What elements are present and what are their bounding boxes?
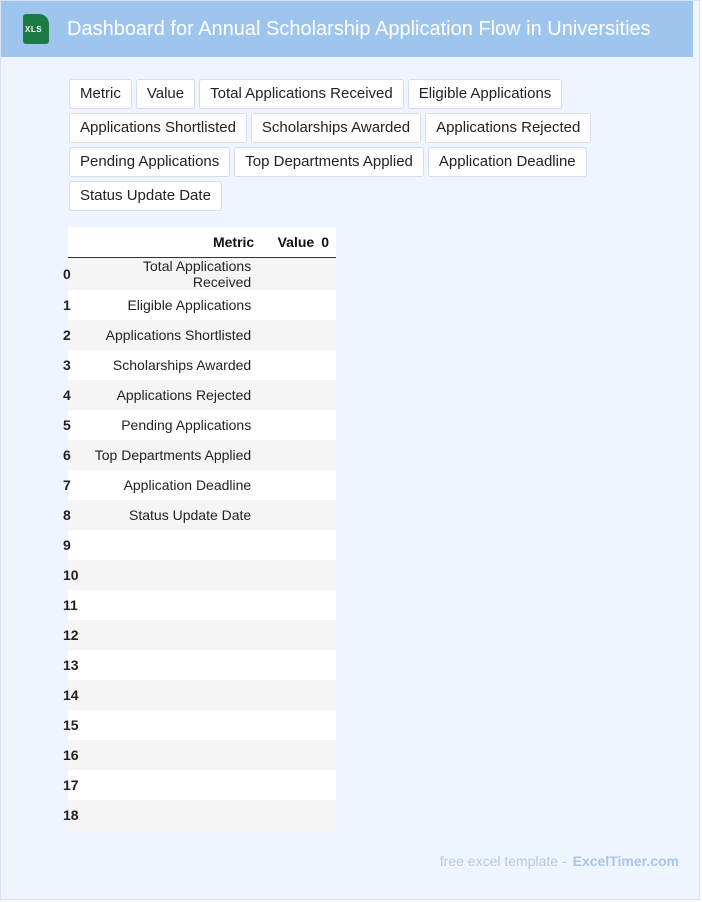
value-cell — [261, 740, 321, 770]
footer-text: free excel template - — [439, 853, 567, 869]
row-index: 2 — [63, 327, 71, 343]
row-index-cell — [63, 560, 81, 590]
value-cell — [261, 470, 321, 500]
value-cell — [261, 500, 321, 530]
metric-cell — [81, 740, 261, 770]
table-row — [68, 410, 336, 440]
value-cell — [261, 560, 321, 590]
header-bar — [1, 1, 693, 57]
table-row — [68, 440, 336, 470]
table-row — [68, 770, 336, 800]
zero-cell — [321, 800, 336, 830]
table-row — [68, 290, 336, 320]
zero-cell — [321, 500, 336, 530]
row-index: 11 — [63, 597, 78, 613]
value-cell — [261, 320, 321, 350]
row-index: 9 — [63, 537, 71, 553]
row-index-cell — [63, 320, 81, 350]
index-header — [68, 227, 81, 258]
value-cell — [261, 650, 321, 680]
zero-cell — [321, 650, 336, 680]
value-cell — [261, 440, 321, 470]
metric-column-header: Metric — [81, 227, 261, 258]
value-cell — [261, 258, 321, 291]
metric-cell — [81, 620, 261, 650]
value-column-header: Value — [261, 227, 321, 258]
zero-cell — [321, 770, 336, 800]
row-index-cell — [63, 440, 81, 470]
zero-column-header: 0 — [321, 227, 336, 258]
metric-cell: Applications Rejected — [81, 380, 261, 410]
row-index-cell — [63, 380, 81, 410]
zero-cell — [321, 258, 336, 291]
row-index-cell — [63, 740, 81, 770]
zero-cell — [321, 470, 336, 500]
column-chip[interactable]: Metric — [69, 79, 132, 109]
column-chip[interactable]: Applications Rejected — [425, 113, 591, 143]
row-index-cell — [63, 290, 81, 320]
value-cell — [261, 620, 321, 650]
row-index: 12 — [63, 627, 79, 643]
metric-cell — [81, 770, 261, 800]
column-chip[interactable]: Application Deadline — [428, 147, 587, 177]
table-row — [68, 470, 336, 500]
column-chip[interactable]: Value — [136, 79, 195, 109]
table-row — [68, 620, 336, 650]
table-row — [68, 320, 336, 350]
zero-cell — [321, 740, 336, 770]
metric-cell: Total Applications Received — [81, 258, 261, 291]
row-index: 6 — [63, 447, 71, 463]
column-chip[interactable]: Applications Shortlisted — [69, 113, 247, 143]
metric-cell: Scholarships Awarded — [81, 350, 261, 380]
value-cell — [261, 350, 321, 380]
metric-cell: Pending Applications — [81, 410, 261, 440]
row-index-cell — [63, 258, 81, 291]
metric-cell — [81, 590, 261, 620]
row-index-cell — [63, 530, 81, 560]
row-index: 10 — [63, 567, 79, 583]
zero-cell — [321, 380, 336, 410]
row-index: 0 — [63, 266, 71, 282]
xls-icon-label: XLS — [25, 25, 43, 34]
zero-cell — [321, 620, 336, 650]
zero-cell — [321, 680, 336, 710]
table-header-row — [68, 227, 336, 258]
row-index: 14 — [63, 687, 79, 703]
row-index: 8 — [63, 507, 71, 523]
zero-cell — [321, 410, 336, 440]
zero-cell — [321, 590, 336, 620]
value-cell — [261, 800, 321, 830]
row-index-cell — [63, 800, 81, 830]
metric-cell — [81, 800, 261, 830]
row-index-cell — [63, 410, 81, 440]
row-index: 7 — [63, 477, 71, 493]
value-cell — [261, 590, 321, 620]
value-cell — [261, 290, 321, 320]
row-index: 15 — [63, 717, 79, 733]
zero-cell — [321, 320, 336, 350]
value-cell — [261, 530, 321, 560]
zero-cell — [321, 290, 336, 320]
row-index: 3 — [63, 357, 71, 373]
row-index: 16 — [63, 747, 79, 763]
table-row — [68, 530, 336, 560]
value-cell — [261, 710, 321, 740]
row-index: 18 — [63, 807, 79, 823]
zero-cell — [321, 560, 336, 590]
zero-cell — [321, 440, 336, 470]
data-table-container — [63, 227, 336, 830]
table-row — [68, 800, 336, 830]
row-index: 4 — [63, 387, 71, 403]
row-index-cell — [63, 680, 81, 710]
value-cell — [261, 770, 321, 800]
row-index: 17 — [63, 777, 79, 793]
metric-cell — [81, 650, 261, 680]
column-chip[interactable]: Eligible Applications — [408, 79, 563, 109]
metric-cell: Top Departments Applied — [81, 440, 261, 470]
metric-cell — [81, 560, 261, 590]
table-row — [68, 380, 336, 410]
column-chip[interactable]: Pending Applications — [69, 147, 230, 177]
value-cell — [261, 410, 321, 440]
column-chip[interactable]: Scholarships Awarded — [251, 113, 421, 143]
row-index-cell — [63, 710, 81, 740]
table-row — [68, 740, 336, 770]
zero-cell — [321, 350, 336, 380]
metric-cell — [81, 710, 261, 740]
data-table — [63, 227, 336, 830]
table-row — [68, 560, 336, 590]
value-cell — [261, 380, 321, 410]
footer-brand-link[interactable]: ExcelTimer.com — [572, 853, 679, 869]
column-chip[interactable]: Status Update Date — [69, 181, 222, 211]
metric-cell: Eligible Applications — [81, 290, 261, 320]
table-row — [68, 680, 336, 710]
table-row — [68, 710, 336, 740]
row-index-cell — [63, 500, 81, 530]
column-chip[interactable]: Total Applications Received — [199, 79, 404, 109]
column-chip[interactable]: Top Departments Applied — [234, 147, 424, 177]
metric-cell: Application Deadline — [81, 470, 261, 500]
value-cell — [261, 680, 321, 710]
row-index-cell — [63, 350, 81, 380]
row-index: 13 — [63, 657, 79, 673]
row-index-cell — [63, 470, 81, 500]
zero-cell — [321, 710, 336, 740]
table-row — [68, 590, 336, 620]
row-index-cell — [63, 620, 81, 650]
xls-file-icon — [23, 14, 49, 44]
row-index: 5 — [63, 417, 71, 433]
table-row — [68, 350, 336, 380]
metric-cell — [81, 530, 261, 560]
row-index: 1 — [63, 297, 71, 313]
table-row — [68, 650, 336, 680]
metric-cell — [81, 680, 261, 710]
page-title: Dashboard for Annual Scholarship Application Flow in Universities — [67, 17, 651, 40]
footer-credit — [440, 853, 679, 869]
table-row — [68, 258, 336, 291]
row-index-cell — [63, 770, 81, 800]
row-index-cell — [63, 650, 81, 680]
table-row — [68, 500, 336, 530]
row-index-cell — [63, 590, 81, 620]
column-chip-list — [69, 79, 629, 211]
metric-cell: Applications Shortlisted — [81, 320, 261, 350]
metric-cell: Status Update Date — [81, 500, 261, 530]
zero-cell — [321, 530, 336, 560]
